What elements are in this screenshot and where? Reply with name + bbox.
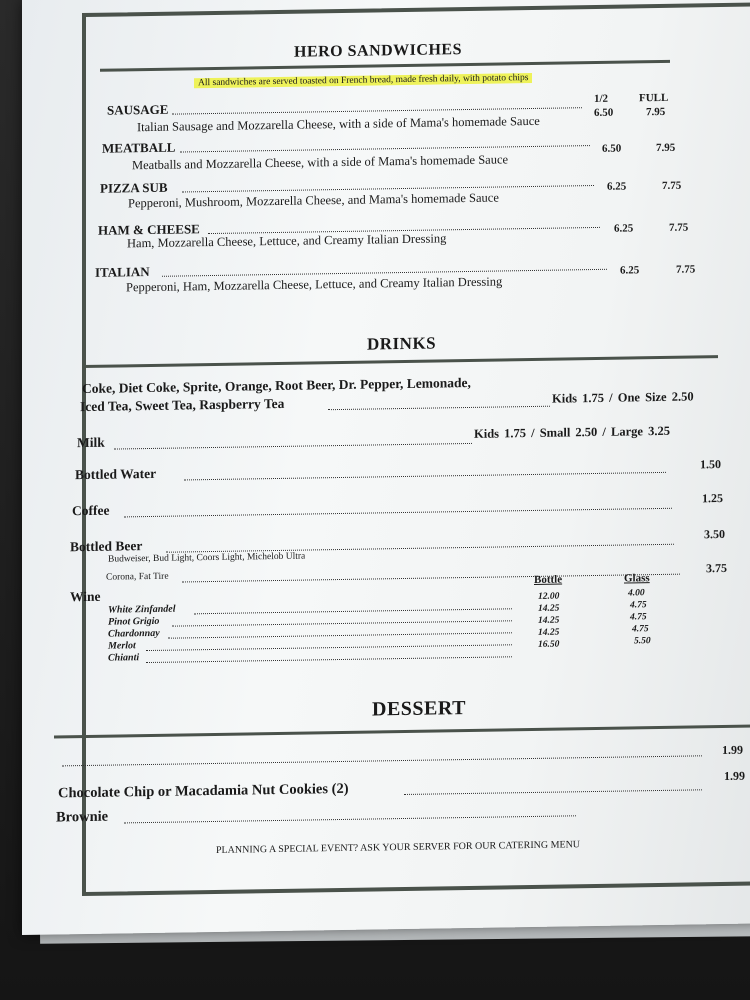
- menu-border: [82, 2, 750, 896]
- drinks-soda-line2: Iced Tea, Sweet Tea, Raspberry Tea: [80, 395, 285, 415]
- dessert-price: 1.99: [724, 768, 745, 783]
- wine-glass: 4.75: [632, 624, 649, 635]
- item-italian-desc: Pepperoni, Ham, Mozzarella Cheese, Lettuce, and Creamy Italian Dressing: [126, 274, 503, 295]
- wine-name: Chianti: [108, 652, 140, 664]
- drinks-beer-import: Corona, Fat Tire: [106, 571, 169, 583]
- item-meatball-half: 6.50: [602, 142, 622, 155]
- dessert-item-brownie: Brownie: [56, 808, 109, 826]
- item-hamcheese-desc: Ham, Mozzarella Cheese, Lettuce, and Creamy Italian Dressing: [127, 231, 447, 251]
- drinks-soda-price: Kids 1.75 / One Size 2.50: [552, 389, 694, 406]
- wine-glass: 4.75: [630, 600, 647, 611]
- drinks-milk: Milk: [77, 434, 105, 451]
- drinks-beer-import-price: 3.75: [706, 560, 727, 576]
- hero-note: All sandwiches are served toasted on French bread, made fresh daily, with potato chips: [194, 67, 532, 90]
- item-sausage-half: 6.50: [594, 106, 614, 120]
- drinks-soda-line1: Coke, Diet Coke, Sprite, Orange, Root Beer, Dr. Pepper, Lemonade,: [82, 374, 471, 397]
- drinks-heading: DRINKS: [367, 333, 437, 354]
- wine-bottle: 16.50: [538, 639, 560, 650]
- drinks-milk-price: Kids 1.75 / Small 2.50 / Large 3.25: [474, 423, 670, 441]
- dessert-price: 1.99: [722, 742, 743, 758]
- wine-name: Chardonnay: [108, 627, 160, 640]
- dessert-heading: DESSERT: [372, 697, 466, 721]
- wine-name: White Zinfandel: [108, 603, 176, 616]
- wine-col-bottle: Bottle: [534, 573, 563, 586]
- wine-name: Pinot Grigio: [108, 615, 160, 628]
- wine-bottle: 14.25: [538, 603, 560, 614]
- drinks-coffee-price: 1.25: [702, 490, 723, 506]
- wine-glass: 4.00: [628, 588, 645, 599]
- item-pizzasub-name: PIZZA SUB: [100, 179, 168, 196]
- item-pizzasub-desc: Pepperoni, Mushroom, Mozzarella Cheese, and Mama's homemade Sauce: [128, 190, 499, 211]
- drinks-beer-price: 3.50: [704, 526, 725, 542]
- item-meatball-full: 7.95: [656, 141, 676, 155]
- drinks-wine: Wine: [70, 588, 101, 605]
- dessert-item-cookies: Chocolate Chip or Macadamia Nut Cookies (2): [58, 780, 349, 802]
- catering-footer: PLANNING A SPECIAL EVENT? ASK YOUR SERVER FOR OUR CATERING MENU: [216, 839, 581, 856]
- drinks-beer-domestic: Budweiser, Bud Light, Coors Light, Michelob Ultra: [108, 551, 306, 565]
- item-hamcheese-name: HAM & CHEESE: [98, 221, 200, 238]
- drinks-beer: Bottled Beer: [70, 538, 143, 555]
- wine-bottle: 14.25: [538, 615, 560, 626]
- item-hamcheese-half: 6.25: [614, 222, 634, 235]
- item-hamcheese-full: 7.75: [669, 221, 689, 234]
- wine-glass: 4.75: [630, 612, 647, 623]
- item-meatball-name: MEATBALL: [102, 139, 176, 156]
- item-sausage-name: SAUSAGE: [107, 101, 169, 118]
- menu-page: [22, 0, 750, 935]
- item-italian-full: 7.75: [676, 263, 696, 276]
- col-full: FULL: [639, 91, 669, 105]
- item-meatball-desc: Meatballs and Mozzarella Cheese, with a side of Mama's homemade Sauce: [132, 152, 509, 173]
- item-pizzasub-full: 7.75: [662, 179, 682, 192]
- item-sausage-desc: Italian Sausage and Mozzarella Cheese, with a side of Mama's homemade Sauce: [137, 113, 540, 135]
- wine-name: Merlot: [108, 640, 136, 652]
- item-italian-half: 6.25: [620, 264, 640, 277]
- wine-bottle: 12.00: [538, 591, 560, 602]
- item-pizzasub-half: 6.25: [607, 180, 627, 193]
- drinks-water-price: 1.50: [700, 457, 721, 472]
- drinks-water: Bottled Water: [75, 465, 157, 483]
- item-sausage-full: 7.95: [646, 105, 666, 119]
- wine-bottle: 14.25: [538, 627, 560, 638]
- wine-col-glass: Glass: [624, 572, 650, 585]
- wine-glass: 5.50: [634, 636, 651, 647]
- drinks-coffee: Coffee: [72, 502, 110, 519]
- hero-heading: HERO SANDWICHES: [294, 41, 462, 61]
- col-half: 1/2: [594, 92, 609, 106]
- item-italian-name: ITALIAN: [95, 263, 150, 280]
